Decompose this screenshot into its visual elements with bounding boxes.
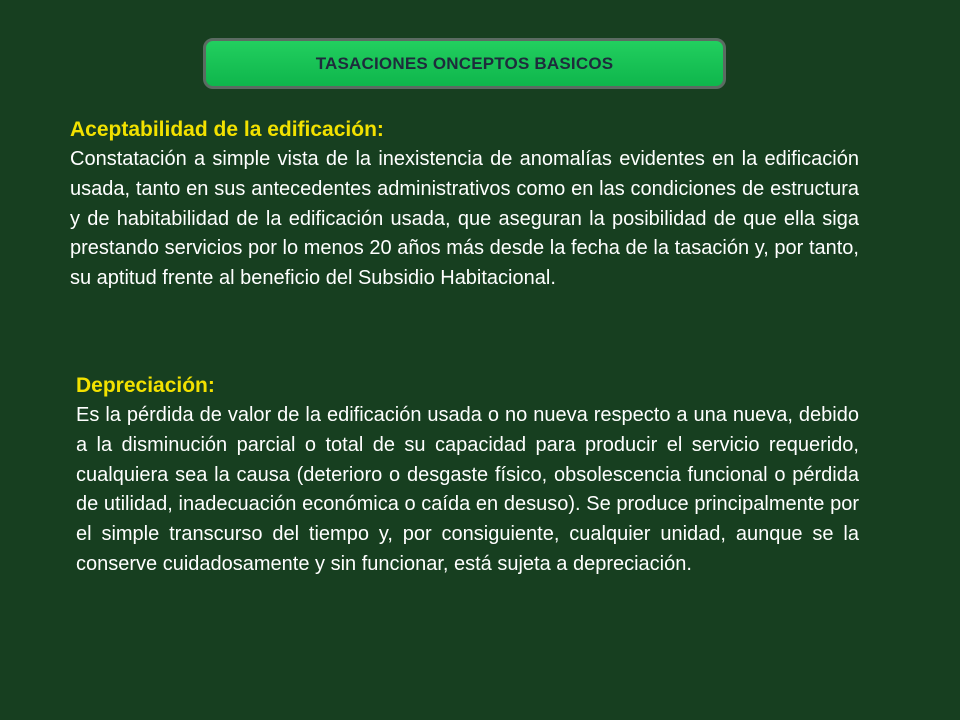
slide-title: TASACIONES ONCEPTOS BASICOS [315,53,614,73]
section-heading: Aceptabilidad de la edificación: [70,118,384,141]
section-aceptabilidad [70,115,859,294]
section-body: Es la pérdida de valor de la edificación usada o no nueva respecto a una nueva, debido a la disminución parcial o total de su capacidad para producir el servicio requerido, cualquiera sea la causa (deterioro o desgaste físico, obsolescencia funcional o pérdida de utilidad, inadecuación económica o caída en desuso). Se produce principalmente por el simple transcurso del tiempo y, por consiguiente, cualquier unidad, aunque se la conserve cuidadosamente y sin funcionar, está sujeta a depreciación. [76,404,859,575]
section-depreciacion [76,371,859,580]
slide-title-banner [203,38,726,89]
section-body: Constatación a simple vista de la inexistencia de anomalías evidentes en la edificación usada, tanto en sus antecedentes administrativos como en las condiciones de estructura y de habitabilidad de la edificación usada, que aseguran la posibilidad de que ella siga prestando servicios por lo menos 20 años más desde la fecha de la tasación y, por tanto, su aptitud frente al beneficio del Subsidio Habitacional. [70,148,859,290]
section-heading: Depreciación: [76,374,215,397]
